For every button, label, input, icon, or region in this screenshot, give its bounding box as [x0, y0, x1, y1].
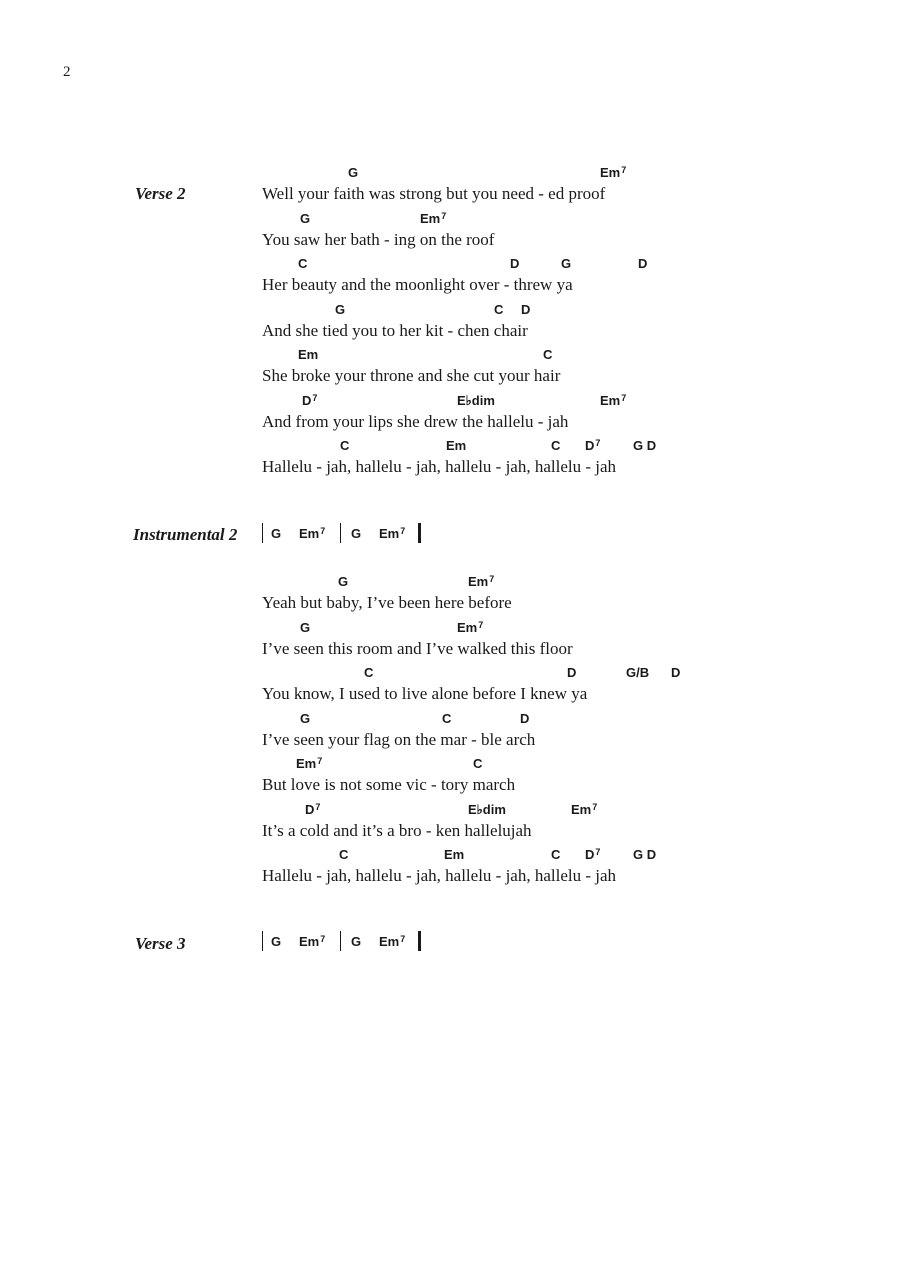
chord-extension: 7	[320, 526, 326, 536]
chord-extension: 7	[489, 574, 495, 584]
chord-symbol	[600, 393, 626, 408]
chord-root: Em	[457, 619, 478, 635]
chord-extension: 7	[315, 801, 321, 812]
chord-root: C	[340, 438, 350, 453]
chord-symbol	[300, 211, 310, 226]
chord-root: C	[551, 847, 561, 862]
bar-line	[418, 931, 421, 951]
chord-symbol	[551, 847, 560, 862]
lyric-line: And from your lips she drew the hallelu - jah	[262, 411, 569, 431]
chord-symbol	[338, 574, 348, 589]
chord-root: Em	[571, 801, 592, 817]
chord-root: Em	[446, 438, 467, 453]
chord-symbol	[299, 934, 325, 949]
chord-root: D	[638, 256, 648, 271]
chord-symbol	[300, 711, 310, 726]
chord-symbol	[351, 526, 361, 541]
chord-symbol	[271, 934, 281, 949]
chord-symbol	[551, 438, 560, 453]
chord-symbol	[520, 711, 529, 726]
chord-symbol	[585, 847, 600, 862]
chord-extension: 7	[400, 526, 406, 536]
chord-root: E♭dim	[457, 392, 495, 408]
chord-root: Em	[296, 756, 317, 771]
chord-root: G	[338, 574, 349, 589]
chord-symbol	[348, 165, 358, 180]
chord-root: C	[494, 301, 504, 317]
chord-root: G	[348, 165, 359, 180]
section-label-instrumental-2: Instrumental 2	[133, 525, 238, 544]
chord-symbol	[571, 802, 597, 817]
lyric-line: Yeah but baby, I’ve been here before	[262, 593, 512, 612]
lyric-line: I’ve seen your flag on the mar - ble arch	[262, 729, 536, 749]
chord-symbol	[600, 165, 626, 180]
chord-symbol	[302, 393, 317, 408]
chord-symbol	[561, 256, 571, 271]
chord-symbol	[379, 526, 405, 541]
chord-root: G/B	[626, 665, 650, 680]
chord-root: D	[520, 710, 530, 726]
chord-root: G	[300, 619, 311, 635]
chord-root: G	[351, 934, 362, 949]
chord-symbol	[585, 438, 600, 453]
chord-root: D	[585, 438, 595, 453]
chord-root: C	[543, 347, 553, 362]
chord-symbol	[638, 256, 647, 271]
chord-root: C	[339, 847, 349, 862]
chord-symbol	[457, 620, 483, 635]
chord-symbol	[339, 847, 348, 862]
bar-line	[340, 523, 341, 543]
chord-extension: 7	[621, 392, 627, 403]
chord-symbol	[298, 256, 307, 271]
chord-symbol	[335, 302, 345, 317]
chord-root: G	[335, 301, 346, 317]
chord-root: G D	[633, 847, 657, 862]
chord-root: E♭dim	[468, 801, 506, 817]
chord-extension: 7	[441, 210, 447, 221]
chord-symbol	[510, 256, 519, 271]
lyric-line: You know, I used to live alone before I knew ya	[262, 684, 588, 703]
lyric-line: Hallelu - jah, hallelu - jah, hallelu - jah, hallelu - jah	[262, 457, 617, 476]
lyric-line: You saw her bath - ing on the roof	[262, 229, 495, 249]
chord-root: D	[510, 256, 520, 271]
lyric-line: She broke your throne and she cut your hair	[262, 366, 561, 385]
chord-root: C	[364, 665, 374, 680]
chord-symbol	[633, 847, 656, 862]
chord-root: D	[567, 665, 577, 680]
section-label-verse-3: Verse 3	[135, 934, 186, 953]
chord-symbol	[296, 756, 322, 771]
chord-symbol	[468, 574, 494, 589]
chord-root: G	[271, 526, 282, 541]
chord-symbol	[444, 847, 464, 862]
chord-root: D	[305, 801, 315, 817]
lyric-line: But love is not some vic - tory march	[262, 775, 516, 794]
chord-symbol	[300, 620, 310, 635]
chord-symbol	[271, 526, 281, 541]
chord-symbol	[379, 934, 405, 949]
chord-symbol	[420, 211, 446, 226]
chord-root: C	[551, 438, 561, 453]
chord-extension: 7	[400, 934, 406, 944]
chord-root: D	[585, 847, 595, 862]
chord-root: G	[300, 210, 311, 226]
chord-root: Em	[468, 574, 489, 589]
chord-root: C	[442, 710, 452, 726]
chord-symbol	[494, 302, 503, 317]
chord-root: Em	[299, 526, 320, 541]
chord-symbol	[298, 347, 318, 362]
chord-root: D	[521, 301, 531, 317]
chord-extension: 7	[595, 847, 601, 857]
chord-root: Em	[379, 526, 400, 541]
chord-symbol	[567, 665, 576, 680]
chord-symbol	[671, 665, 680, 680]
chord-symbol	[364, 665, 373, 680]
chord-root: G	[351, 526, 362, 541]
chord-extension: 7	[621, 165, 627, 175]
bar-line	[418, 523, 421, 543]
chord-root: Em	[600, 392, 621, 408]
chord-symbol	[633, 438, 656, 453]
lyric-line: Hallelu - jah, hallelu - jah, hallelu - jah, hallelu - jah	[262, 866, 617, 885]
chord-extension: 7	[312, 392, 318, 403]
section-label-verse-2: Verse 2	[135, 184, 186, 203]
page-number: 2	[63, 64, 71, 80]
bar-line	[262, 523, 263, 543]
chord-root: C	[473, 756, 483, 771]
chord-root: G	[271, 934, 282, 949]
lyric-line: Well your faith was strong but you need - ed proof	[262, 184, 606, 203]
chord-symbol	[351, 934, 361, 949]
chord-symbol	[626, 665, 649, 680]
chord-root: C	[298, 256, 308, 271]
lyric-line: It’s a cold and it’s a bro - ken hallelujah	[262, 820, 532, 840]
chord-extension: 7	[592, 801, 598, 812]
chord-symbol	[340, 438, 349, 453]
chord-symbol	[473, 756, 482, 771]
chord-extension: 7	[320, 934, 326, 944]
lyric-line: And she tied you to her kit - chen chair	[262, 320, 528, 340]
chord-root: Em	[444, 847, 465, 862]
chord-root: D	[671, 665, 681, 680]
chord-extension: 7	[478, 619, 484, 630]
chord-symbol	[299, 526, 325, 541]
chord-extension: 7	[317, 756, 323, 766]
chord-symbol	[468, 802, 506, 818]
lyric-line: I’ve seen this room and I’ve walked this floor	[262, 638, 573, 658]
chord-root: D	[302, 392, 312, 408]
lyric-line: Her beauty and the moonlight over - threw ya	[262, 275, 573, 294]
chord-symbol	[543, 347, 552, 362]
bar-line	[262, 931, 263, 951]
chord-root: Em	[600, 165, 621, 180]
chord-symbol	[457, 393, 495, 409]
chord-symbol	[305, 802, 320, 817]
chord-extension: 7	[595, 438, 601, 448]
chord-root: Em	[299, 934, 320, 949]
chord-root: G	[561, 256, 572, 271]
chord-root: G	[300, 710, 311, 726]
chord-symbol	[442, 711, 451, 726]
chord-symbol	[521, 302, 530, 317]
chord-symbol	[446, 438, 466, 453]
bar-line	[340, 931, 341, 951]
chord-root: Em	[379, 934, 400, 949]
chord-root: Em	[420, 210, 441, 226]
chord-root: G D	[633, 438, 657, 453]
chord-root: Em	[298, 347, 319, 362]
